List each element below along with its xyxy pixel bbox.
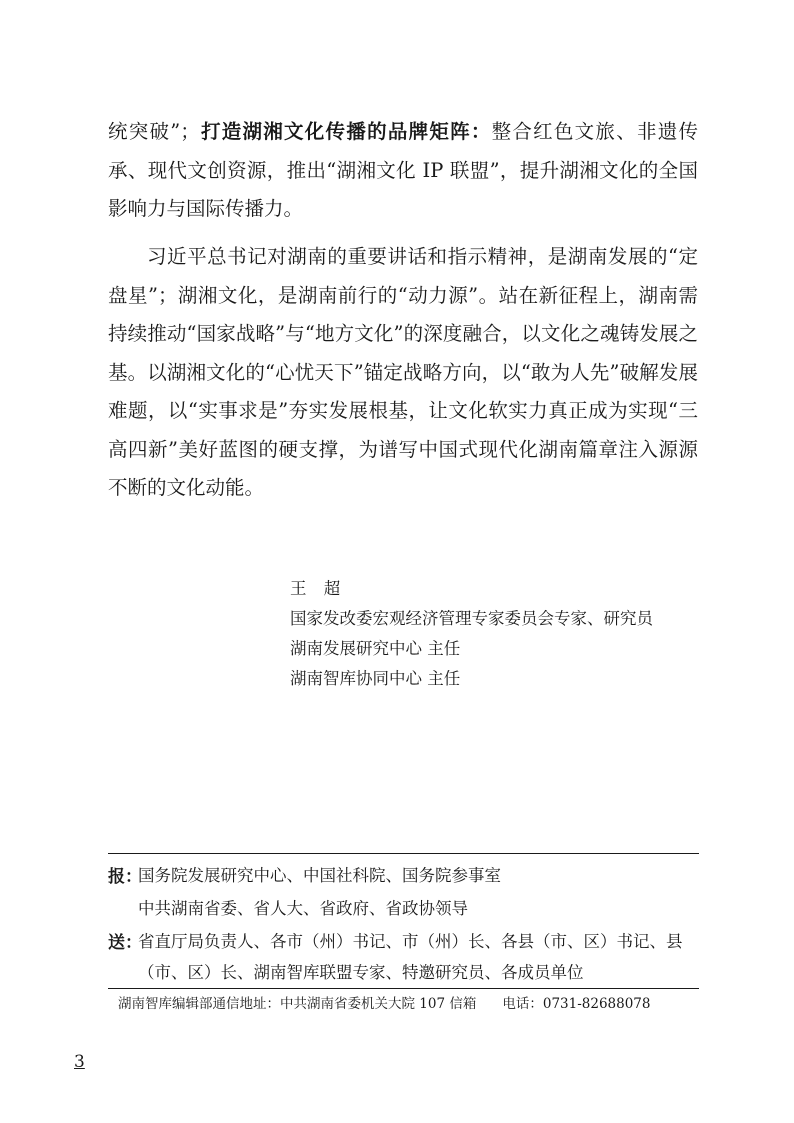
paragraph-2-text: 习近平总书记对湖南的重要讲话和指示精神，是湖南发展的“定盘星”；湖湘文化，是湖南前行的“动力源”。站在新征程上，湖南需持续推动“国家战略”与“地方文化”的深度融合，以文化之魂铸发展之基。以湖湘文化的“心忧天下”锚定战略方向，以“敢为人先”破解发展难题，以“实事求是”夯实发展根基，让文化软实力真正成为实现“三高四新”美好蓝图的硬支撑，为谱写中国式现代化湖南篇章注入源源不断的文化动能。 <box>108 245 698 499</box>
paragraph-1-text: 整合红色文旅、非遗传承、现代文创资源，推出“湖湘文化 IP 联盟”，提升湖湘文化的全国影响力与国际传播力。 <box>108 120 698 220</box>
send-to-line: 省直厅局负责人、各市（州）书记、市（州）长、各县（市、区）书记、县 <box>138 932 683 951</box>
footer-address: 湖南智库编辑部通信地址：中共湖南省委机关大院 107 信箱 <box>118 996 477 1012</box>
paragraph-1-lead: 统突破”； <box>108 120 200 143</box>
author-name: 王 超 <box>290 579 347 598</box>
page-number: 3 <box>74 1052 85 1072</box>
send-to-label: 送： <box>108 933 142 953</box>
author-title: 国家发改委宏观经济管理专家委员会专家、研究员 <box>290 609 653 628</box>
paragraph-1 <box>108 113 698 229</box>
report-to-line: 中共湖南省委、省人大、省政府、省政协领导 <box>138 899 468 918</box>
paragraph-2 <box>108 238 698 508</box>
report-to-label: 报： <box>108 867 142 887</box>
send-to-line: （市、区）长、湖南智库联盟专家、特邀研究员、各成员单位 <box>138 963 584 982</box>
author-title: 湖南智库协同中心 主任 <box>290 669 461 688</box>
divider-top <box>108 853 699 854</box>
paragraph-1-bold-heading: 打造湖湘文化传播的品牌矩阵： <box>199 120 492 143</box>
report-to-line: 国务院发展研究中心、中国社科院、国务院参事室 <box>138 866 501 885</box>
author-title: 湖南发展研究中心 主任 <box>290 639 461 658</box>
footer-phone: 电话：0731-82688078 <box>502 996 651 1012</box>
author-block <box>290 574 653 694</box>
footer <box>118 992 651 1012</box>
divider-bottom <box>108 988 699 989</box>
